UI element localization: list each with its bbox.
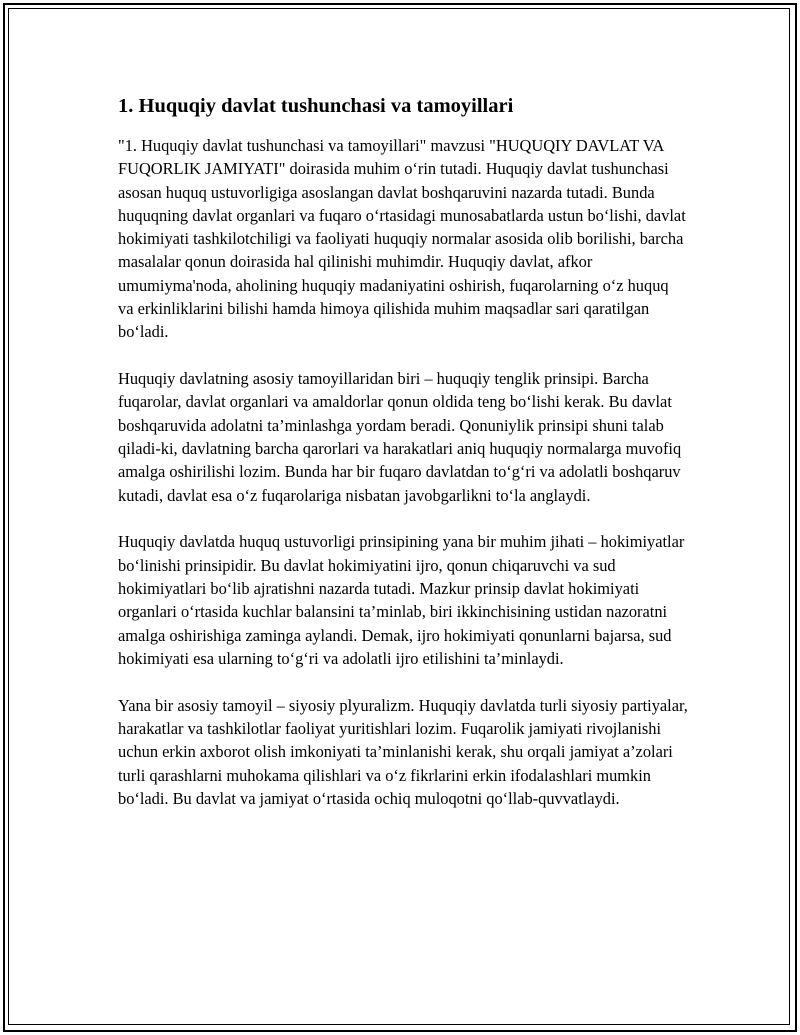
- document-body: [118, 92, 688, 834]
- paragraph-political-pluralism: Yana bir asosiy tamoyil – siyosiy plyuralizm. Huquqiy davlatda turli siyosiy partiyalar, harakatlar va tashkilotlar faoliyat yuritishlari lozim. Fuqarolik jamiyati rivojlanishi uchun erkin axborot olish imkoniyati ta’minlanishi kerak, shu orqali jamiyat a’zolari turli qarashlarni muhokama qilishlari va o‘z fikrlarini erkin ifodalashlari mumkin bo‘ladi. Bu davlat va jamiyat o‘rtasida ochiq muloqotni qo‘llab-quvvatlaydi.: [118, 695, 688, 808]
- paragraph-equality-principle: Huquqiy davlatning asosiy tamoyillaridan biri – huquqiy tenglik prinsipi. Barcha fuqarolar, davlat organlari va amaldorlar qonun oldida teng bo‘lishi kerak. Bu davlat boshqaruvida adolatni ta’minlashga yordam beradi. Qonuniylik prinsipi shuni talab qiladi-ki, davlatning barcha qarorlari va harakatlari aniq huquqiy normalarga muvofiq amalga oshirilishi lozim. Bunda har bir fuqaro davlatdan to‘g‘ri va adolatli boshqaruv kutadi, davlat esa o‘z fuqarolariga nisbatan javobgarlikni to‘la anglaydi.: [118, 369, 682, 505]
- paragraph-separation-of-powers: Huquqiy davlatda huquq ustuvorligi prinsipining yana bir muhim jihati – hokimiyatlar bo‘linishi prinsipidir. Bu davlat hokimiyatini ijro, qonun chiqaruvchi va sud hokimiyatlari bo‘lib ajratishni nazarda tutadi. Mazkur prinsip davlat hokimiyati organlari o‘rtasida kuchlar balansini ta’minlab, biri ikkinchisining ustidan nazoratni amalga oshirishiga zaminga aylandi. Demak, ijro hokimiyati qonunlarni bajarsa, sud hokimiyati esa ularning to‘g‘ri va adolatli ijro etilishini ta’minlaydi.: [118, 532, 685, 668]
- paragraph-intro: "1. Huquqiy davlat tushunchasi va tamoyillari" mavzusi "HUQUQIY DAVLAT VA FUQORLIK JAMIYATI" doirasida muhim o‘rin tutadi. Huquqiy davlat tushunchasi asosan huquq ustuvorligiga asoslangan davlat boshqaruvini nazarda tutadi. Bunda huquqning davlat organlari va fuqaro o‘rtasidagi munosabatlarda ustun bo‘lishi, davlat hokimiyati tashkilotchiligi va faoliyati huquqiy normalar asosida olib borilishi, barcha masalalar qonun doirasida hal qilinishi muhimdir. Huquqiy davlat, afkor umumiyma'noda, aholining huquqiy madaniyatini oshirish, fuqarolarning o‘z huquq va erkinliklarini bilishi hamda himoya qilishida muhim maqsadlar sari qaratilgan bo‘ladi.: [118, 136, 686, 342]
- document-title: 1. Huquqiy davlat tushunchasi va tamoyillari: [118, 95, 514, 117]
